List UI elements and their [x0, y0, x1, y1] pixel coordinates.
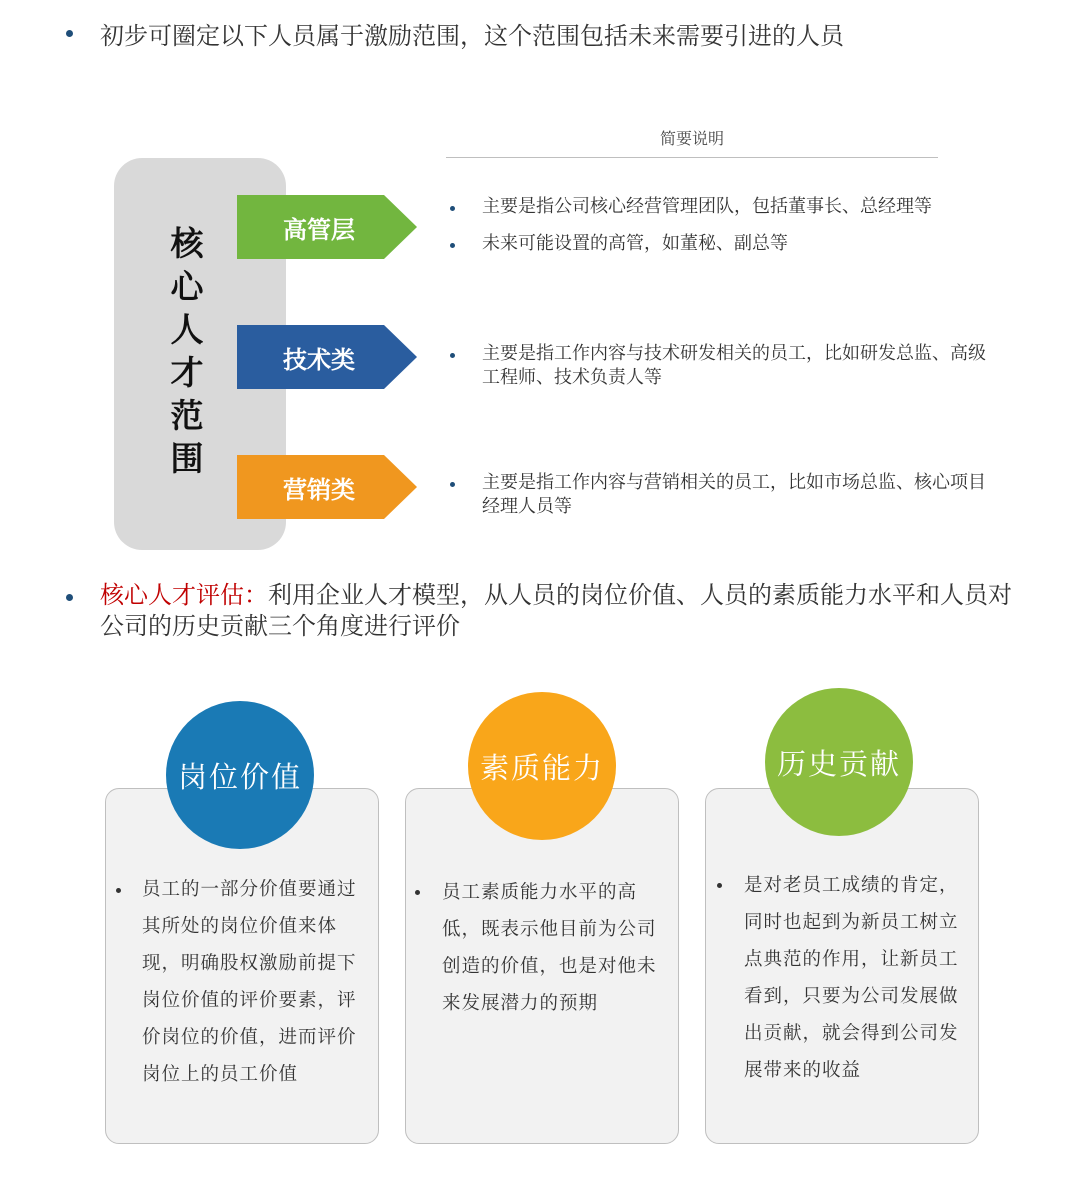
- heading-bullet: [66, 594, 73, 601]
- category-arrow-executive: [237, 195, 417, 259]
- description-header: 简要说明: [659, 129, 724, 148]
- historical-contribution-description: 是对老员工成绩的肯定，同时也起到为新员工树立点典范的作用，让新员工看到，只要为公司发展做出贡献，就会得到公司发展带来的收益: [744, 875, 959, 1081]
- quality-ability-description: 员工素质能力水平的高低，既表示他目前为公司创造的价值，也是对他未来发展潜力的预期: [442, 882, 657, 1014]
- bullet-icon: [450, 353, 455, 358]
- category-label: 高管层: [283, 215, 355, 244]
- bullet-icon: [116, 888, 121, 893]
- bullet-icon: [450, 482, 455, 487]
- executive-bullet-2: 未来可能设置的高管，如董秘、副总等: [482, 233, 788, 254]
- scope-title-char: 才: [170, 353, 204, 392]
- circle-title: 素质能力: [479, 750, 604, 785]
- heading-bullet: [66, 30, 73, 37]
- section2-heading-highlight: 核心人才评估：: [100, 581, 268, 609]
- bullet-icon: [717, 883, 722, 888]
- position-value-description: 员工的一部分价值要通过其所处的岗位价值来体现，明确股权激励前提下岗位价值的评价要素，评价岗位的价值，进而评价岗位上的员工价值: [142, 879, 357, 1085]
- bullet-icon: [450, 243, 455, 248]
- circle-title: 岗位价值: [177, 759, 302, 794]
- description-divider: [446, 157, 938, 158]
- bullet-icon: [415, 890, 420, 895]
- technical-bullet-1: 主要是指工作内容与技术研发相关的员工，比如研发总监、高级工程师、技术负责人等: [482, 343, 986, 388]
- executive-bullet-1: 主要是指公司核心经营管理团队，包括董事长、总经理等: [482, 196, 932, 217]
- scope-title-char: 范: [170, 396, 204, 435]
- quality-ability-circle: [468, 692, 616, 840]
- historical-contribution-circle: [765, 688, 913, 836]
- scope-title-char: 心: [170, 267, 204, 306]
- scope-title-char: 核: [170, 224, 204, 263]
- category-arrow-marketing: [237, 455, 417, 519]
- category-label: 技术类: [283, 345, 355, 374]
- category-arrow-technical: [237, 325, 417, 389]
- marketing-bullet-1: 主要是指工作内容与营销相关的员工，比如市场总监、核心项目经理人员等: [482, 472, 986, 517]
- section1-heading: 初步可圈定以下人员属于激励范围，这个范围包括未来需要引进的人员: [100, 22, 844, 50]
- position-value-circle: [166, 701, 314, 849]
- circle-title: 历史贡献: [776, 746, 901, 781]
- scope-title-char: 围: [170, 439, 204, 478]
- scope-title-char: 人: [170, 310, 204, 349]
- bullet-icon: [450, 206, 455, 211]
- category-label: 营销类: [283, 475, 355, 504]
- core-talent-scope-title: [164, 222, 210, 480]
- section2-heading-text: 利用企业人才模型，从人员的岗位价值、人员的素质能力水平和人员对公司的历史贡献三个角度进行评价: [100, 581, 1012, 640]
- section2-heading: [100, 580, 1030, 642]
